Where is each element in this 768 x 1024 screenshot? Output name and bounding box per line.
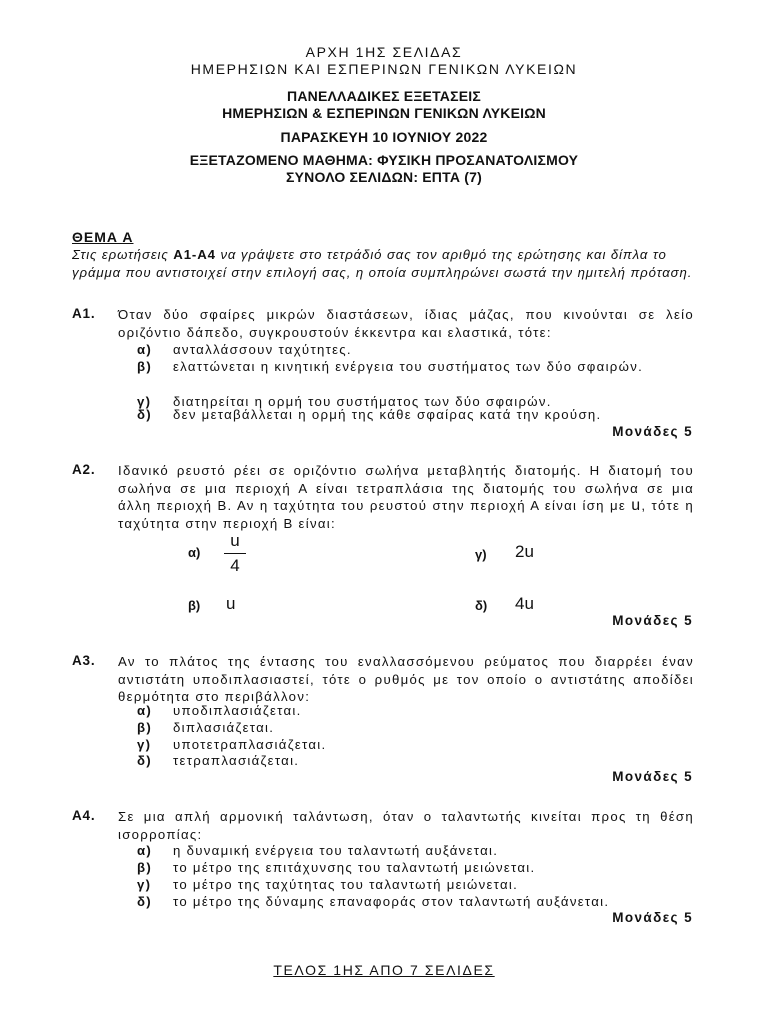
option-text: υποδιπλασιάζεται. [173,703,302,718]
question-number-a1: Α1. [72,306,96,321]
option-text: δεν μεταβάλλεται η ορμή της κάθε σφαίρας κατά την κρούση. [173,407,602,422]
fraction-bar [224,553,246,554]
option-letter: γ) [137,737,152,752]
page-start-label: ΑΡΧΗ 1ΗΣ ΣΕΛΙΔΑΣ [305,44,463,60]
option-a2-d-value: 4u [515,594,534,613]
question-number-a4: Α4. [72,808,96,823]
option-text: η δυναμική ενέργεια του ταλαντωτή αυξάνεται. [173,843,499,858]
option-letter: γ) [137,877,152,892]
option-a2-d-label: δ) [475,598,488,613]
theme-title: ΘΕΜΑ Α [72,229,134,245]
option-a2-c-label: γ) [475,547,487,562]
question-text-a2-start: Ιδανικό ρευστό ρέει σε οριζόντιο σωλήνα μεταβλητής διατομής. Η διατομή του σωλήνα σε μια περιοχή Α είναι τετραπλάσια της διατομής του σωλήνα σε μια άλλη περιοχή Β. Αν η ταχύτητα του ρευστού στην περιοχή Α είναι ίση με [118,463,694,514]
intro-text-end: να γράψετε στο τετράδιό σας τον αριθμό της ερώτησης και δίπλα το γράμμα που αντιστοιχεί στην επιλογή σας, η οποία συμπληρώνει σωστά την ημιτελή πρόταση. [72,247,693,280]
option-text: το μέτρο της ταχύτητας του ταλαντωτή μειώνεται. [173,877,519,892]
question-number-a3: Α3. [72,653,96,668]
question-text-a1: Όταν δύο σφαίρες μικρών διαστάσεων, ίδιας μάζας, που κινούνται σε λείο οριζόντιο δάπεδο, συγκρουστούν έκκεντρα και ελαστικά, τότε: [118,307,694,340]
fraction-denominator: 4 [230,556,240,575]
option-a2-a-label: α) [188,545,201,560]
question-number-a2: Α2. [72,462,96,477]
option-text: διατηρείται η ορμή του συστήματος των δύο σφαιρών. [173,394,552,409]
question-text-a2-end: , τότε η ταχύτητα στην περιοχή Β είναι: [118,498,694,531]
option-text: το μέτρο της δύναμης επαναφοράς στον ταλαντωτή αυξάνεται. [173,894,610,909]
option-letter: α) [137,703,153,718]
intro-text-start: Στις ερωτήσεις [72,247,174,262]
exam-subject: ΕΞΕΤΑΖΟΜΕΝΟ ΜΑΘΗΜΑ: ΦΥΣΙΚΗ ΠΡΟΣΑΝΑΤΟΛΙΣΜΟΥ [189,152,579,168]
option-letter: δ) [137,894,152,909]
fraction-u-over-4 [224,531,246,576]
option-text: υποτετραπλασιάζεται. [173,737,327,752]
option-a2-b-value: u [226,594,236,613]
option-a2-c-value: 2u [515,542,534,561]
option-a2-b-label: β) [188,598,201,613]
marks-a2: Μονάδες 5 [612,613,693,628]
intro-question-range: Α1-Α4 [173,247,216,262]
option-letter: β) [137,860,153,875]
exam-title: ΠΑΝΕΛΛΑΔΙΚΕΣ ΕΞΕΤΑΣΕΙΣ [287,88,481,104]
page-end-label: ΤΕΛΟΣ 1ΗΣ ΑΠΟ 7 ΣΕΛΙΔΕΣ [273,962,495,978]
option-letter: δ) [137,407,152,422]
total-pages: ΣΥΝΟΛΟ ΣΕΛΙΔΩΝ: ΕΠΤΑ (7) [286,169,482,185]
option-text: τετραπλασιάζεται. [173,753,300,768]
question-text-a3: Αν το πλάτος της έντασης του εναλλασσόμενου ρεύματος που διαρρέει έναν αντιστάτη υποδιπλασιαστεί, τότε ο ρυθμός με τον οποίο ο αντιστάτης αποδίδει θερμότητα στο περιβάλλον: [118,654,694,705]
marks-a1: Μονάδες 5 [612,424,693,439]
marks-a4: Μονάδες 5 [612,910,693,925]
option-letter: δ) [137,753,152,768]
exam-date: ΠΑΡΑΣΚΕΥΗ 10 ΙΟΥΝΙΟΥ 2022 [280,129,488,145]
option-text: ελαττώνεται η κινητική ενέργεια του συστήματος των δύο σφαιρών. [173,359,644,374]
option-letter: α) [137,843,153,858]
option-text: διπλασιάζεται. [173,720,275,735]
option-letter: β) [137,359,153,374]
option-letter: β) [137,720,153,735]
exam-subtitle: ΗΜΕΡΗΣΙΩΝ & ΕΣΠΕΡΙΝΩΝ ΓΕΝΙΚΩΝ ΛΥΚΕΙΩΝ [222,105,546,121]
question-text-a4: Σε μια απλή αρμονική ταλάντωση, όταν ο ταλαντωτής κινείται προς τη θέση ισορροπίας: [118,809,694,842]
fraction-numerator: u [230,531,240,550]
velocity-symbol: u [631,497,642,515]
school-type-line: ΗΜΕΡΗΣΙΩΝ ΚΑΙ ΕΣΠΕΡΙΝΩΝ ΓΕΝΙΚΩΝ ΛΥΚΕΙΩΝ [190,61,578,77]
option-text: το μέτρο της επιτάχυνσης του ταλαντωτή μειώνεται. [173,860,536,875]
marks-a3: Μονάδες 5 [612,769,693,784]
option-letter: γ) [137,394,152,409]
option-letter: α) [137,342,153,357]
option-text: ανταλλάσσουν ταχύτητες. [173,342,352,357]
theme-instructions [72,246,694,281]
question-text-a2 [118,462,694,532]
